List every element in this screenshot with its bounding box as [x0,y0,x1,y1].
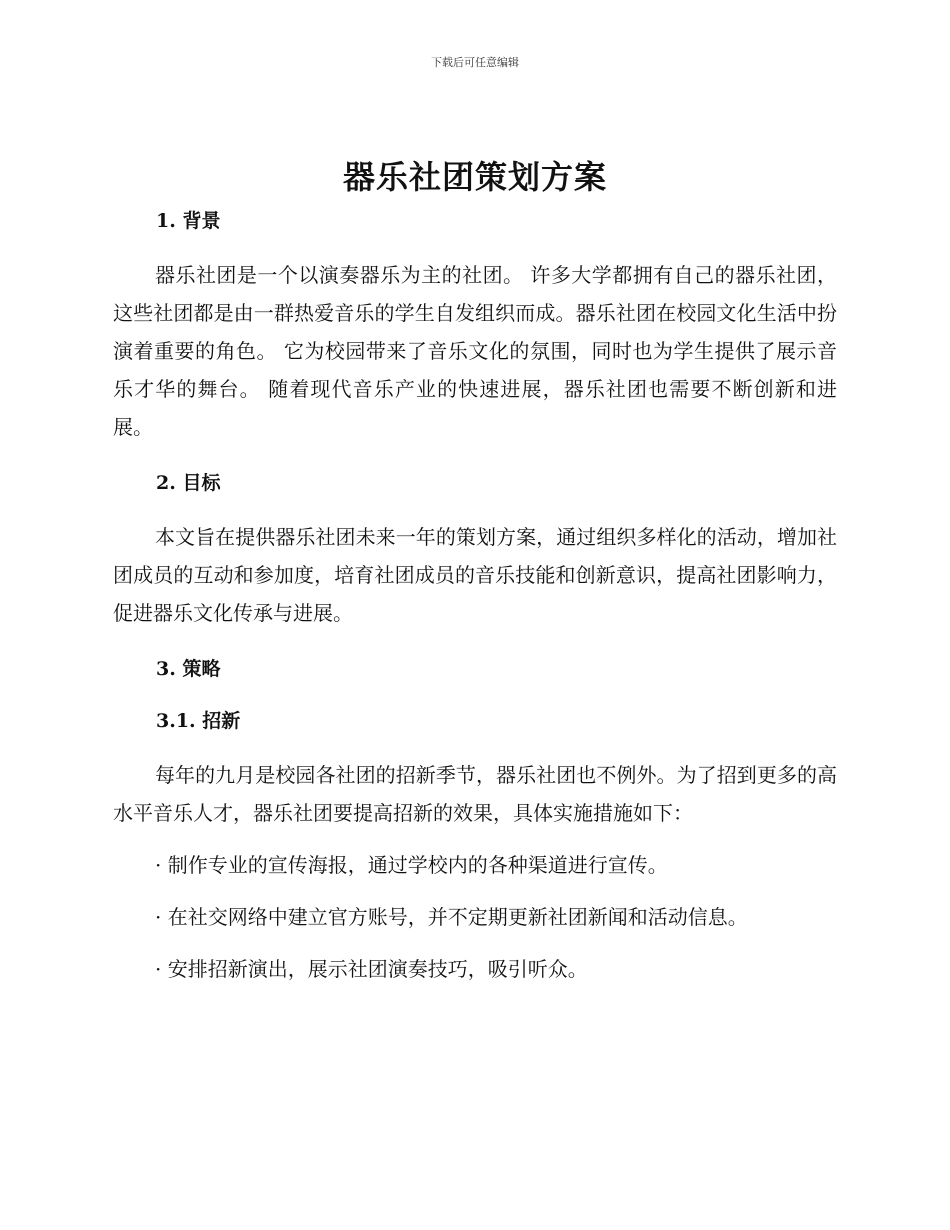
section-paragraph-goal: 本文旨在提供器乐社团未来一年的策划方案，通过组织多样化的活动，增加社团成员的互动和参加度，培育社团成员的音乐技能和创新意识，提高社团影响力，促进器乐文化传承与进展。 [113,525,837,625]
section-paragraph-background: 器乐社团是一个以演奏器乐为主的社团。 许多大学都拥有自己的器乐社团，这些社团都是由一群热爱音乐的学生自发组织而成。器乐社团在校园文化生活中扮演着重要的角色。 它为校园带来了音乐文化的氛围，同时也为学生提供了展示音乐才华的舞台。 随着现代音乐产业的快速进展，器乐社团也需要不断创新和进展。 [113,263,837,439]
section-heading-background: 1. 背景 [156,210,221,232]
list-item: · 制作专业的宣传海报，通过学校内的各种渠道进行宣传。 [155,853,668,877]
document-body [113,200,837,988]
list-item: · 安排招新演出，展示社团演奏技巧，吸引听众。 [155,957,588,981]
list-item: · 在社交网络中建立官方账号，并不定期更新社团新闻和活动信息。 [155,905,748,929]
document-title: 器乐社团策划方案 [342,158,607,196]
section-paragraph-recruitment: 每年的九月是校园各社团的招新季节，器乐社团也不例外。为了招到更多的高水平音乐人才，器乐社团要提高招新的效果，具体实施措施如下： [113,763,837,825]
page-header-note: 下载后可任意编辑 [431,56,519,69]
section-heading-recruitment: 3.1. 招新 [156,710,241,732]
section-heading-goal: 2. 目标 [156,472,221,494]
section-heading-strategy: 3. 策略 [156,658,221,680]
